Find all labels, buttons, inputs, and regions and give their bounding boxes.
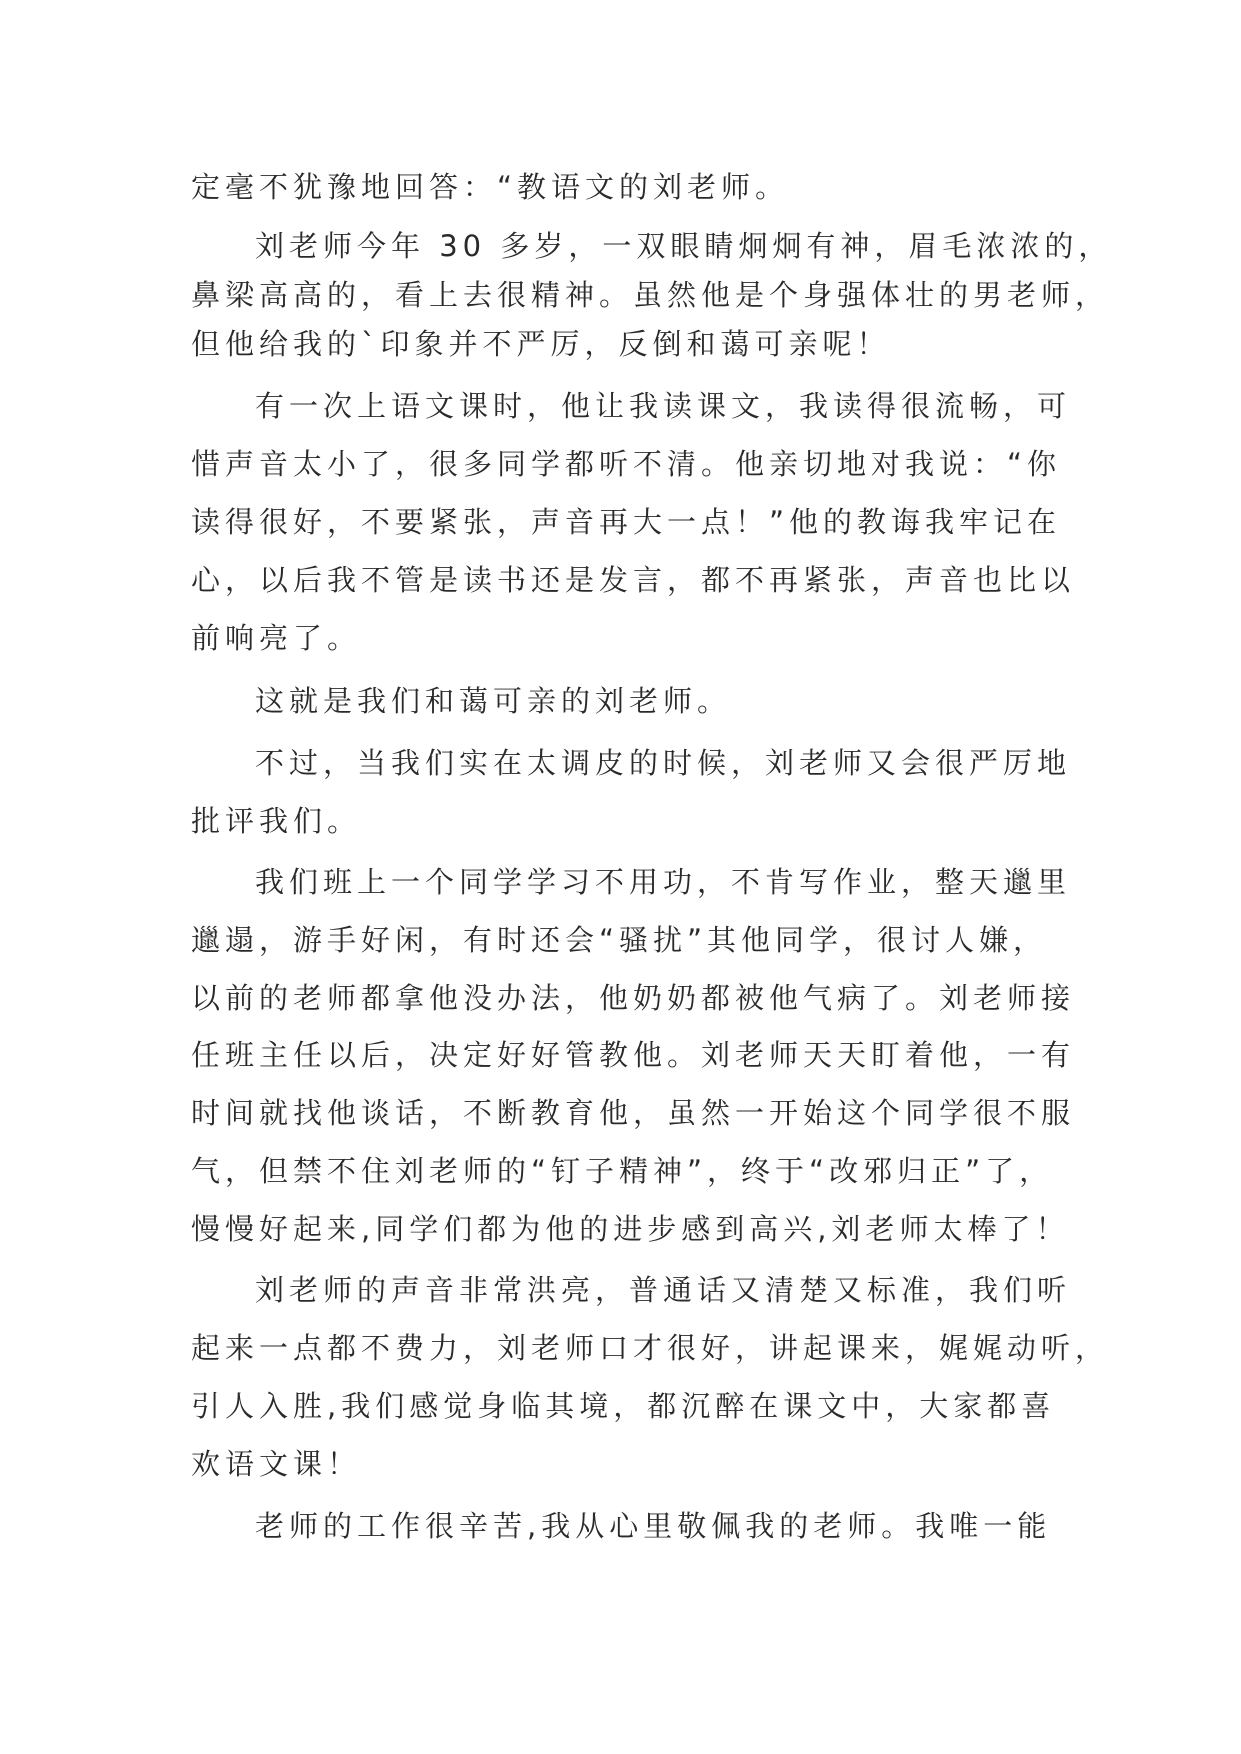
paragraph-first-line: 有一次上语文课时，他让我读课文，我读得很流畅，可 — [255, 389, 1072, 423]
text-line: 定毫不犹豫地回答：“教语文的刘老师。 — [191, 170, 790, 204]
text-line: 鼻梁高高的，看上去很精神。虽然他是个身强体壮的男老师， — [191, 278, 1110, 312]
text-line: 前响亮了。 — [191, 621, 362, 655]
text-line: 气，但禁不住刘老师的“钉子精神”，终于“改邪归正”了， — [191, 1154, 1054, 1188]
text-line: 欢语文课！ — [191, 1447, 362, 1481]
paragraph-first-line: 老师的工作很辛苦,我从心里敬佩我的老师。我唯一能 — [255, 1509, 1052, 1543]
text-line: 心，以后我不管是读书还是发言，都不再紧张，声音也比以 — [191, 563, 1076, 597]
text-line: 以前的老师都拿他没办法，他奶奶都被他气病了。刘老师接 — [191, 981, 1076, 1015]
text-line: 时间就找他谈话，不断教育他，虽然一开始这个同学很不服 — [191, 1096, 1076, 1130]
paragraph-first-line: 刘老师今年 30 多岁，一双眼睛炯炯有神，眉毛浓浓的， — [255, 229, 1113, 263]
text-line: 批评我们。 — [191, 804, 362, 838]
paragraph-first-line: 刘老师的声音非常洪亮，普通话又清楚又标准，我们听 — [255, 1273, 1072, 1307]
text-line: 引人入胜,我们感觉身临其境，都沉醉在课文中，大家都喜 — [191, 1389, 1056, 1423]
paragraph-first-line: 我们班上一个同学学习不用功，不肯写作业，整天邋里 — [255, 865, 1072, 899]
text-line: 任班主任以后，决定好好管教他。刘老师天天盯着他，一有 — [191, 1038, 1076, 1072]
paragraph-first-line: 不过，当我们实在太调皮的时候，刘老师又会很严厉地 — [255, 746, 1072, 780]
text-line: 读得很好，不要紧张，声音再大一点！”他的教诲我牢记在 — [191, 505, 1062, 539]
paragraph-first-line: 这就是我们和蔼可亲的刘老师。 — [255, 684, 732, 718]
text-line: 但他给我的`印象并不严厉，反倒和蔼可亲呢！ — [191, 327, 891, 361]
text-line: 起来一点都不费力，刘老师口才很好，讲起课来，娓娓动听， — [191, 1331, 1110, 1365]
text-line: 邋遢，游手好闲，有时还会“骚扰”其他同学，很讨人嫌， — [191, 923, 1048, 957]
text-line: 惜声音太小了，很多同学都听不清。他亲切地对我说：“你 — [191, 447, 1062, 481]
text-line: 慢慢好起来,同学们都为他的进步感到高兴,刘老师太棒了！ — [191, 1212, 1070, 1246]
